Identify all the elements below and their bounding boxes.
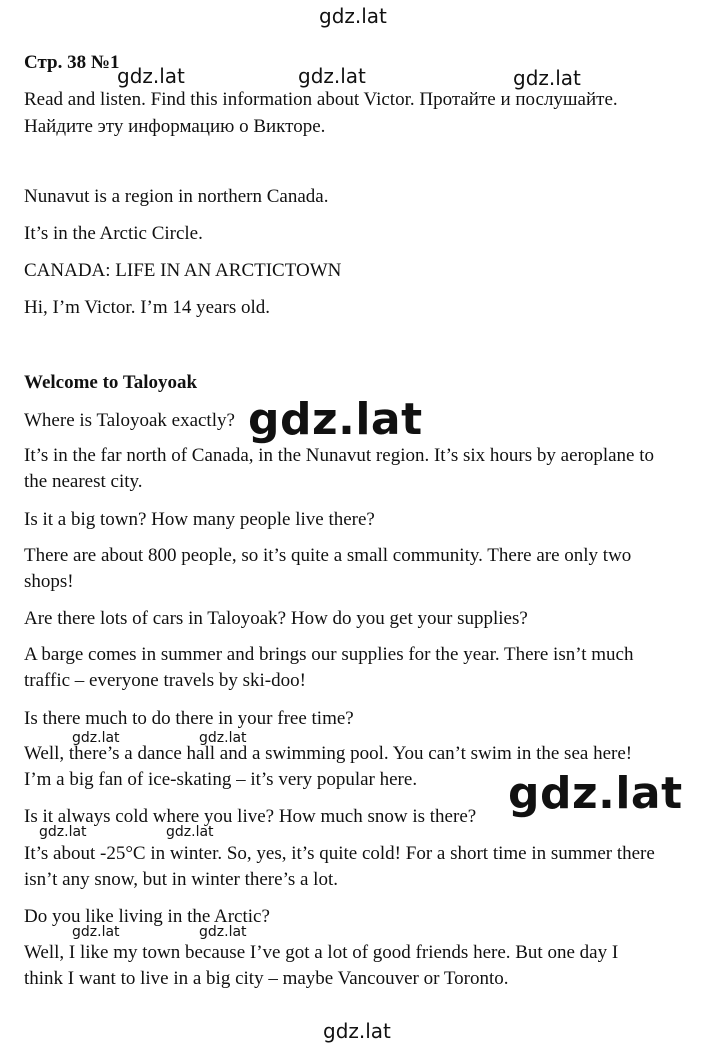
- intro-line-arctic-circle: It’s in the Arctic Circle.: [24, 223, 203, 244]
- question-5: Is it always cold where you live? How much snow is there?: [24, 806, 477, 827]
- question-1: Where is Taloyoak exactly?: [24, 410, 235, 431]
- answer-2-line-2: shops!: [24, 571, 74, 592]
- watermark-large-center: gdz.lat: [248, 394, 423, 445]
- watermark-small-5: gdz.lat: [72, 924, 120, 940]
- answer-1-line-2: the nearest city.: [24, 471, 143, 492]
- watermark-small-4: gdz.lat: [166, 824, 214, 840]
- answer-5-line-2: isn’t any snow, but in winter there’s a lot.: [24, 869, 338, 890]
- answer-6-line-1: Well, I like my town because I’ve got a lot of good friends here. But one day I: [24, 942, 619, 963]
- watermark-row-1: gdz.lat: [117, 64, 185, 88]
- answer-3-line-2: traffic – everyone travels by ski-doo!: [24, 670, 306, 691]
- intro-line-region: Nunavut is a region in northern Canada.: [24, 186, 329, 207]
- answer-2-line-1: There are about 800 people, so it’s quite a small community. There are only two: [24, 545, 632, 566]
- answer-1-line-1: It’s in the far north of Canada, in the Nunavut region. It’s six hours by aeroplane to: [24, 445, 655, 466]
- instruction-line-1: Read and listen. Find this information about Victor. Протайте и послушайте.: [24, 89, 618, 110]
- question-2: Is it a big town? How many people live there?: [24, 509, 375, 530]
- watermark-top: gdz.lat: [319, 4, 387, 28]
- intro-line-victor: Hi, I’m Victor. I’m 14 years old.: [24, 297, 270, 318]
- watermark-row-2: gdz.lat: [298, 64, 366, 88]
- section-title: Welcome to Taloyoak: [24, 372, 198, 393]
- instruction-line-2: Найдите эту информацию о Викторе.: [24, 116, 326, 137]
- page-reference: Стр. 38 №1: [24, 52, 120, 73]
- question-3: Are there lots of cars in Taloyoak? How do you get your supplies?: [24, 608, 528, 629]
- answer-5-line-1: It’s about -25°C in winter. So, yes, it’s quite cold! For a short time in summer there: [24, 843, 655, 864]
- answer-4-line-1: Well, there’s a dance hall and a swimming pool. You can’t swim in the sea here!: [24, 743, 633, 764]
- watermark-small-1: gdz.lat: [72, 730, 120, 746]
- answer-3-line-1: A barge comes in summer and brings our supplies for the year. There isn’t much: [24, 644, 634, 665]
- intro-heading-canada: CANADA: LIFE IN AN ARCTICTOWN: [24, 260, 342, 281]
- watermark-large-right: gdz.lat: [508, 768, 683, 819]
- watermark-row-3: gdz.lat: [513, 66, 581, 90]
- watermark-small-3: gdz.lat: [39, 824, 87, 840]
- watermark-bottom: gdz.lat: [323, 1019, 391, 1043]
- watermark-small-2: gdz.lat: [199, 730, 247, 746]
- question-6: Do you like living in the Arctic?: [24, 906, 270, 927]
- answer-4-line-2: I’m a big fan of ice-skating – it’s very popular here.: [24, 769, 418, 790]
- question-4: Is there much to do there in your free time?: [24, 708, 354, 729]
- watermark-small-6: gdz.lat: [199, 924, 247, 940]
- answer-6-line-2: think I want to live in a big city – maybe Vancouver or Toronto.: [24, 968, 509, 989]
